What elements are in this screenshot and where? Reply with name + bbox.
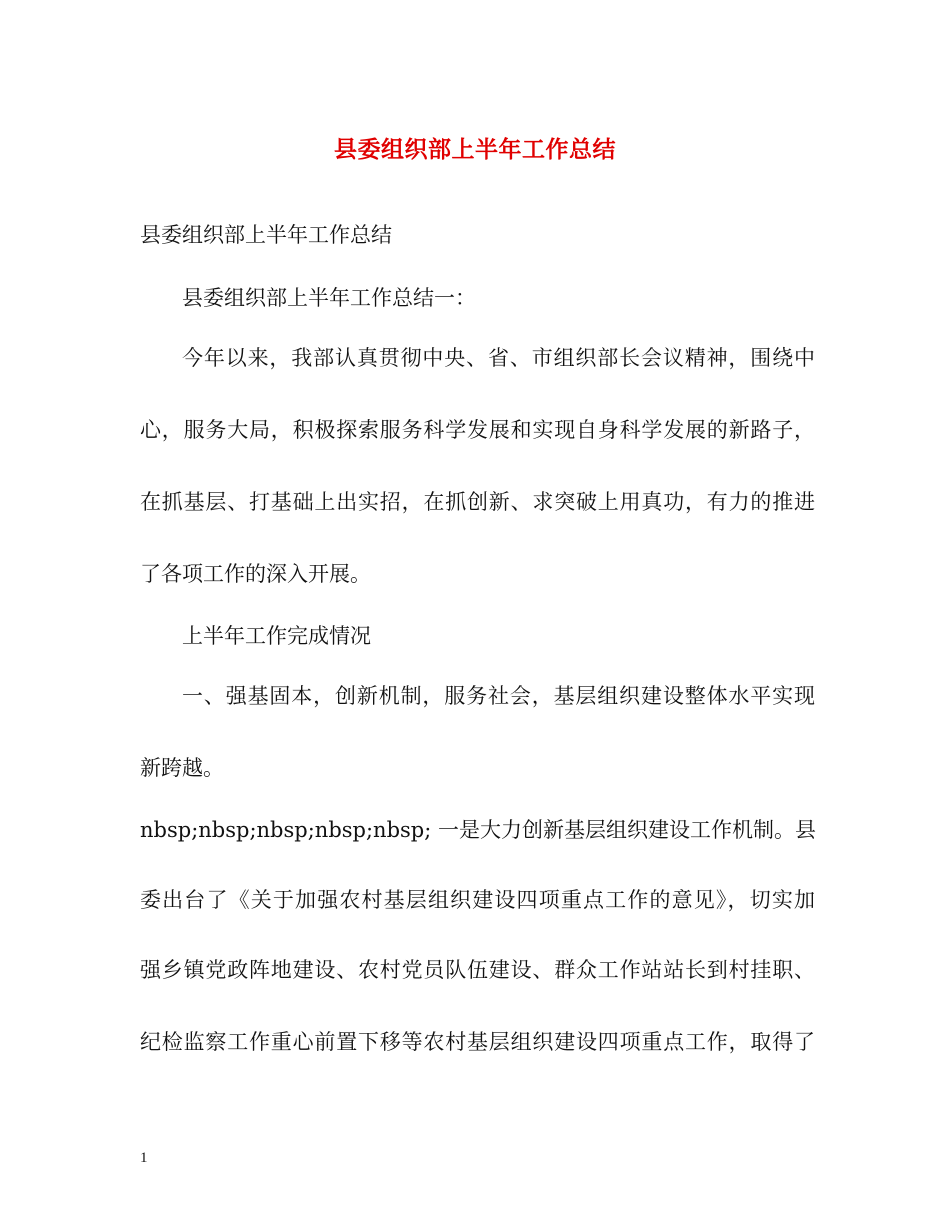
text-line-paragraph: 纪检监察工作重心前置下移等农村基层组织建设四项重点工作，取得了 bbox=[140, 1030, 815, 1054]
text-line-paragraph: 在抓基层、打基础上出实招，在抓创新、求突破上用真功，有力的推进 bbox=[140, 490, 815, 514]
text-line-paragraph: 了各项工作的深入开展。 bbox=[140, 562, 371, 586]
text-line-paragraph: 一、强基固本，创新机制，服务社会，基层组织建设整体水平实现 bbox=[182, 684, 815, 708]
text-line-paragraph: 心，服务大局，积极探索服务科学发展和实现自身科学发展的新路子， bbox=[140, 418, 815, 442]
text-line-heading: 上半年工作完成情况 bbox=[182, 624, 371, 648]
text-line-section-heading: 县委组织部上半年工作总结一： bbox=[182, 286, 476, 310]
text-line-paragraph: 新跨越。 bbox=[140, 756, 224, 780]
text-line-paragraph: 今年以来，我部认真贯彻中央、省、市组织部长会议精神，围绕中 bbox=[182, 346, 815, 370]
text-line-paragraph: 强乡镇党政阵地建设、农村党员队伍建设、群众工作站站长到村挂职、 bbox=[140, 958, 815, 982]
text-line-paragraph: nbsp;nbsp;nbsp;nbsp;nbsp; 一是大力创新基层组织建设工作机制。县 bbox=[140, 818, 816, 842]
page-number: 1 bbox=[140, 1150, 148, 1166]
text-line-subtitle: 县委组织部上半年工作总结 bbox=[140, 223, 392, 247]
text-line-paragraph: 委出台了《关于加强农村基层组织建设四项重点工作的意见》，切实加 bbox=[140, 888, 815, 912]
document-title: 县委组织部上半年工作总结 bbox=[334, 136, 616, 163]
